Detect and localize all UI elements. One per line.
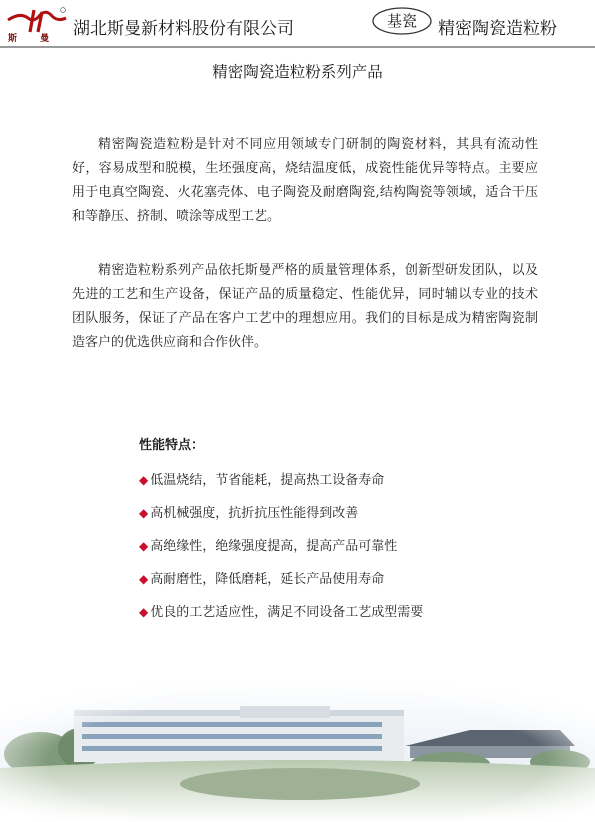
- company-name: 湖北斯曼新材料股份有限公司: [73, 19, 294, 38]
- feature-item: ◆ 高绝缘性，绝缘强度提高，提高产品可靠性: [139, 539, 398, 554]
- page-header: [0, 0, 595, 46]
- factory-photo: [0, 672, 595, 822]
- page-title: 精密陶瓷造粒粉系列产品: [212, 64, 383, 81]
- diamond-bullet-icon: ◆: [139, 572, 149, 586]
- company-paragraph: 精密造粒粉系列产品依托斯曼严格的质量管理体系，创新型研发团队，以及先进的工艺和生产设备，保证产品的质量稳定、性能优异，同时辅以专业的技术团队服务，保证了产品在客户工艺中的理想应用。我们的目标是成为精密陶瓷制造客户的优选供应商和合作伙伴。: [72, 263, 538, 350]
- diamond-bullet-icon: ◆: [139, 506, 149, 520]
- intro-paragraph: 精密陶瓷造粒粉是针对不同应用领域专门研制的陶瓷材料，其具有流动性好，容易成型和脱模，生坯强度高，烧结温度低，成瓷性能优异等特点。主要应用于电真空陶瓷、火花塞壳体、电子陶瓷及耐磨陶瓷,结构陶瓷等领域，适合干压和等静压、挤制、喷涂等成型工艺。: [72, 137, 538, 224]
- logo-text: 斯 曼: [8, 34, 60, 44]
- features-section: [139, 434, 423, 629]
- badge-text: 基瓷: [386, 12, 417, 30]
- jici-seal-icon: [371, 6, 433, 36]
- diamond-bullet-icon: ◆: [139, 539, 149, 553]
- feature-item: ◆ 优良的工艺适应性，满足不同设备工艺成型需要: [139, 605, 424, 620]
- feature-item: ◆ 高耐磨性，降低磨耗，延长产品使用寿命: [139, 572, 385, 587]
- diamond-bullet-icon: ◆: [139, 473, 149, 487]
- feature-item: ◆ 低温烧结，节省能耗，提高热工设备寿命: [139, 473, 385, 488]
- features-list: [139, 464, 423, 629]
- header-divider: [0, 46, 595, 48]
- feature-item: ◆ 高机械强度，抗折抗压性能得到改善: [139, 506, 359, 521]
- diamond-bullet-icon: ◆: [139, 605, 149, 619]
- product-name: 精密陶瓷造粒粉: [438, 19, 557, 38]
- features-title: 性能特点：: [139, 438, 205, 453]
